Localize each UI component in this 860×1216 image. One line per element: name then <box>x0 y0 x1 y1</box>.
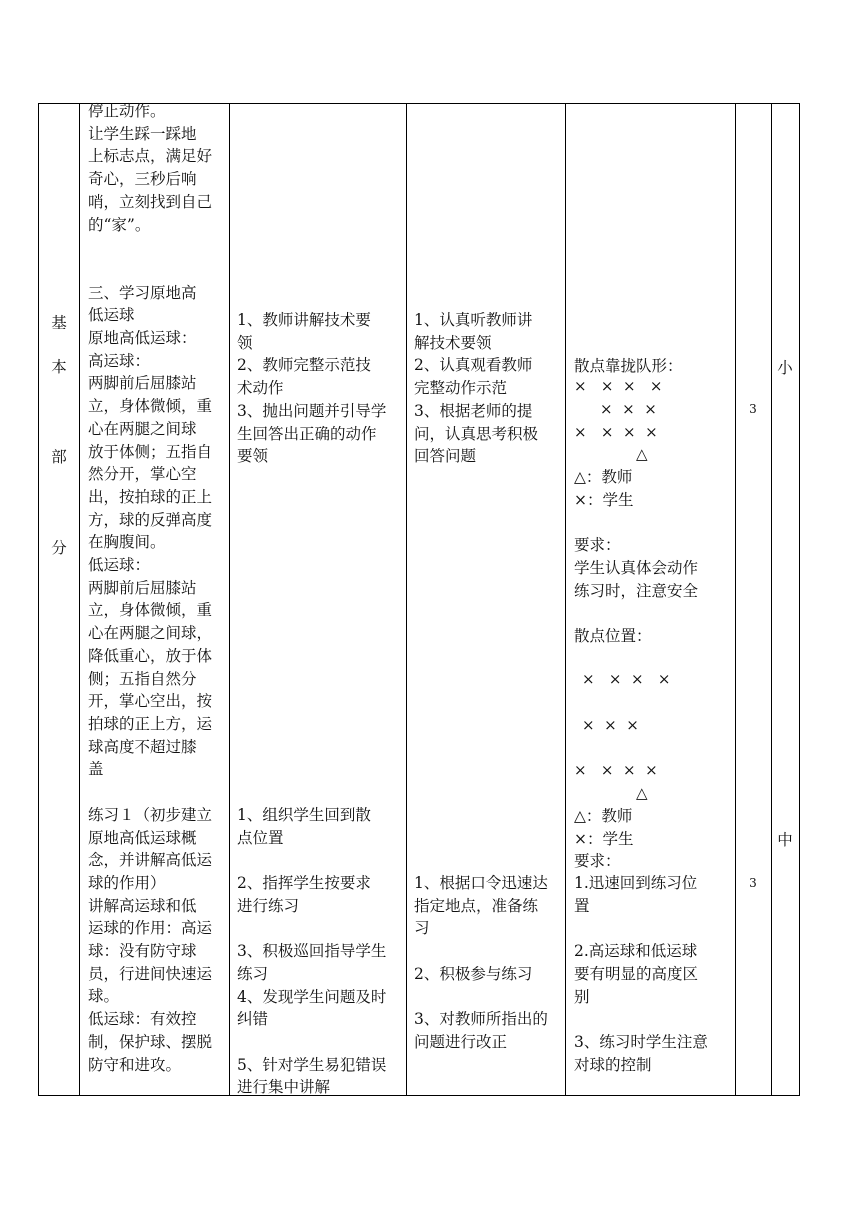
requirement-line <box>574 1008 730 1031</box>
teacher-triangle: △ <box>636 445 648 463</box>
student-line: 2、认真观看教师 <box>414 356 533 375</box>
teacher-line <box>237 918 399 941</box>
content-line: 球：没有防守球 <box>88 942 197 961</box>
intensity-label: 中 <box>777 831 793 849</box>
legend-teacher: △：教师 <box>574 468 633 486</box>
student-line: 3、根据老师的提 <box>414 401 533 420</box>
content-line: 哨，立刻找到自己 <box>88 192 213 211</box>
content-line <box>88 259 224 282</box>
content-line: 上标志点，满足好 <box>88 147 213 166</box>
teacher-line: 4、发现学生问题及时 <box>237 987 387 1006</box>
teacher-line: 点位置 <box>237 828 284 847</box>
requirement-line: 3、练习时学生注意 <box>574 1032 708 1051</box>
intensity-label: 小 <box>777 359 793 377</box>
content-line: 两脚前后屈膝站 <box>88 374 197 393</box>
content-line: 低运球： <box>88 556 151 575</box>
content-line: 心在两腿之间球， <box>88 624 213 643</box>
content-line <box>88 781 224 804</box>
student-line: 1、根据口令迅速达 <box>414 874 548 892</box>
content-line: 运球的作用：高运 <box>88 919 213 938</box>
repetition-count: 3 <box>749 876 757 890</box>
section-char: 基 <box>51 314 67 332</box>
content-line: 原地高低运球概 <box>88 828 197 847</box>
col-divider <box>229 104 230 1095</box>
col-divider <box>735 104 736 1095</box>
teacher-line: 3、抛出问题并引导学 <box>237 401 387 420</box>
section-char: 分 <box>51 539 67 557</box>
content-line: 低运球：有效控 <box>88 1010 197 1029</box>
content-line: 在胸腹间。 <box>88 533 166 552</box>
requirement-line: 别 <box>574 987 590 1006</box>
teacher-line: 生回答出正确的动作 <box>237 424 377 443</box>
student-activities-1 <box>414 309 559 468</box>
requirement-line: 1.迅速回到练习位 <box>574 874 698 892</box>
legend-student: ×：学生 <box>574 491 634 509</box>
teacher-line <box>237 849 399 872</box>
teacher-line <box>237 1031 399 1054</box>
requirement-title: 要求： <box>574 536 621 554</box>
content-line: 停止动作。 <box>88 102 166 120</box>
section-char: 本 <box>51 358 67 376</box>
requirement-line: 练习时，注意安全 <box>574 581 699 600</box>
section-char: 部 <box>51 448 67 466</box>
repetition-count: 3 <box>749 402 757 416</box>
teacher-line: 1、教师讲解技术要 <box>237 311 371 329</box>
formation-title: 散点位置： <box>574 627 652 645</box>
content-line: 两脚前后屈膝站 <box>88 578 197 597</box>
teacher-line: 5、针对学生易犯错误 <box>237 1055 387 1074</box>
content-line: 原地高低运球： <box>88 329 197 348</box>
formation-row: × × × <box>600 400 657 418</box>
content-line <box>88 236 224 259</box>
content-line: 高运球： <box>88 351 151 370</box>
content-line: 球。 <box>88 987 120 1006</box>
formation-title: 散点靠拢队形： <box>574 357 683 375</box>
content-line: 制，保护球、摆脱 <box>88 1032 213 1051</box>
student-line <box>414 940 559 963</box>
teacher-activities-1 <box>237 309 399 468</box>
col-divider <box>406 104 407 1095</box>
legend-teacher: △：教师 <box>574 807 633 825</box>
requirement-1 <box>574 557 724 602</box>
student-line: 3、对教师所指出的 <box>414 1010 548 1029</box>
content-line: 立，身体微倾，重 <box>88 397 213 416</box>
content-line: 降低重心，放于体 <box>88 646 213 665</box>
content-line: 方，球的反弹高度 <box>88 510 213 529</box>
content-line: 球的作用） <box>88 873 166 892</box>
teacher-line: 练习 <box>237 964 269 983</box>
teacher-line: 1、组织学生回到散 <box>237 806 371 824</box>
student-line: 习 <box>414 919 430 938</box>
content-line: 侧；五指自然分 <box>88 669 197 688</box>
content-line: 念，并讲解高低运 <box>88 851 213 870</box>
student-line: 2、积极参与练习 <box>414 964 533 983</box>
content-line: 低运球 <box>88 306 135 325</box>
content-line: 奇心，三秒后响 <box>88 170 197 189</box>
content-line: 的“家”。 <box>88 215 151 234</box>
student-line: 完整动作示范 <box>414 379 508 398</box>
formation-row: × × × × <box>574 377 663 395</box>
content-line: 员，行进间快速运 <box>88 964 213 983</box>
content-line: 然分开，掌心空 <box>88 465 197 484</box>
content-line: 练习１（初步建立 <box>88 805 213 824</box>
content-line: 讲解高运球和低 <box>88 896 197 915</box>
teaching-content <box>88 100 224 1076</box>
teacher-line: 领 <box>237 333 253 352</box>
student-line: 解技术要领 <box>414 333 492 352</box>
requirement-line: 2.高运球和低运球 <box>574 942 698 961</box>
content-line: 出，按拍球的正上 <box>88 487 213 506</box>
content-line: 放于体侧；五指自 <box>88 442 213 461</box>
requirement-line: 要有明显的高度区 <box>574 964 699 983</box>
student-line: 1、认真听教师讲 <box>414 311 533 329</box>
teacher-line: 3、积极巡回指导学生 <box>237 942 387 961</box>
content-line: 拍球的正上方，运 <box>88 714 213 733</box>
col-divider <box>565 104 566 1095</box>
teacher-line: 2、教师完整示范技 <box>237 356 371 375</box>
content-line: 开，掌心空出，按 <box>88 692 213 711</box>
requirement-line: 学生认真体会动作 <box>574 559 699 577</box>
student-line: 问，认真思考积极 <box>414 424 539 443</box>
content-line: 心在两腿之间球 <box>88 419 197 438</box>
formation-row: × × × × <box>574 761 658 779</box>
student-activities-2 <box>414 872 559 1054</box>
student-line: 指定地点，准备练 <box>414 896 539 915</box>
content-line: 防守和进攻。 <box>88 1055 182 1074</box>
teacher-line: 2、指挥学生按要求 <box>237 874 371 893</box>
lesson-plan-table <box>38 103 800 1096</box>
student-line: 回答问题 <box>414 447 477 466</box>
teacher-activities-2 <box>237 804 399 1099</box>
teacher-line: 纠错 <box>237 1010 269 1029</box>
teacher-line: 要领 <box>237 447 269 466</box>
legend-student: ×：学生 <box>574 830 634 848</box>
formation-row: × × × × <box>574 423 658 441</box>
teacher-triangle: △ <box>636 784 648 802</box>
col-divider <box>79 104 80 1095</box>
requirement-line: 置 <box>574 896 590 915</box>
requirement-line <box>574 917 730 940</box>
student-line: 问题进行改正 <box>414 1032 508 1051</box>
teacher-line: 进行集中讲解 <box>237 1078 331 1097</box>
formation-row: × × × × <box>582 670 671 688</box>
requirement-2 <box>574 872 730 1076</box>
teacher-line: 术动作 <box>237 379 284 398</box>
content-line: 让学生踩一踩地 <box>88 124 197 143</box>
student-line <box>414 986 559 1009</box>
content-line: 立，身体微倾，重 <box>88 601 213 620</box>
content-line: 球高度不超过膝 <box>88 737 197 756</box>
col-divider <box>771 104 772 1095</box>
requirement-title: 要求： <box>574 852 621 870</box>
content-line: 三、学习原地高 <box>88 283 197 302</box>
content-line: 盖 <box>88 760 104 779</box>
teacher-line: 进行练习 <box>237 896 300 915</box>
formation-row: × × × <box>582 716 639 734</box>
requirement-line: 对球的控制 <box>574 1055 652 1074</box>
